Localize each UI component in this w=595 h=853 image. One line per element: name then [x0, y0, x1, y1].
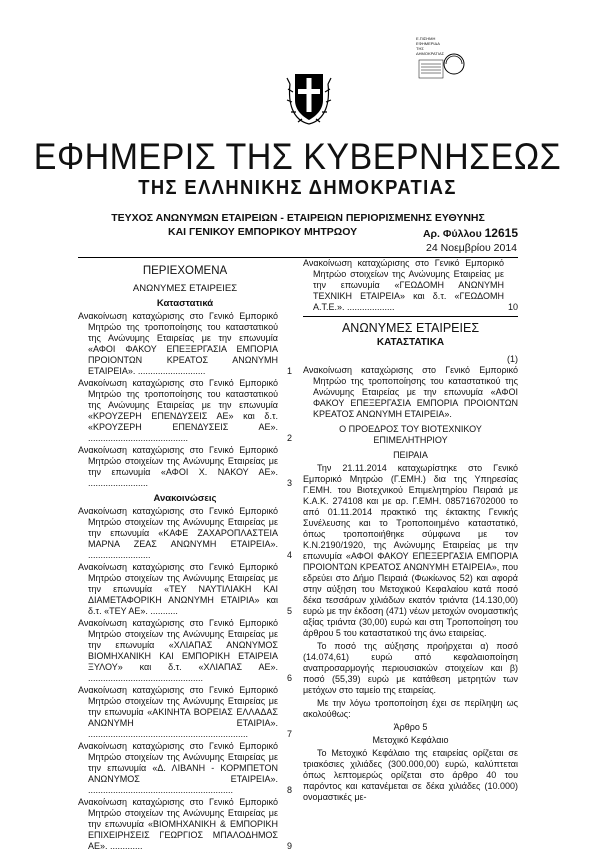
- page-number: 7: [286, 729, 292, 739]
- page-number: 2: [286, 433, 292, 443]
- sheet-number-label: Αρ. Φύλλου: [422, 228, 482, 240]
- item-number: (1): [507, 354, 518, 364]
- page-number: 10: [507, 302, 518, 312]
- page-number: 6: [286, 673, 292, 683]
- sheet-number-value: 12615: [484, 226, 518, 240]
- president-line2: ΠΕΙΡΑΙΑ: [393, 450, 428, 460]
- section-heading: ΑΝΩΝΥΜΕΣ ΕΤΑΙΡΕΙΕΣ: [341, 321, 480, 335]
- page-number: 4: [286, 550, 292, 560]
- body-paragraph: Το Μετοχικό Κεφάλαιο της εταιρείας ορίζεται σε τριακόσιες χιλιάδες (300.000,00) ευρώ, καλύπτεται όπως λεπτομερώς ορίζεται στο άρθρο 40 του παρόντος και κατανέμεται σε δέκα χιλιάδες (10.000) ονομαστικές με-: [303, 748, 518, 802]
- page-number: 3: [286, 478, 292, 488]
- toc-entry[interactable]: Ανακοίνωση καταχώρισης στο Γενικό Εμπορικό Μητρώο στοιχείων της Ανώνυμης Εταιρείας με την επωνυμία «ΑΚΙΝΗΤΑ ΒΟΡΕΙΑΣ ΕΛΛΑΔΑΣ ΑΝΩΝΥΜΗ ΕΤΑΙΡΙΑ». ................................................................ 7: [78, 685, 292, 739]
- contents-sub2: Ανακοινώσεις: [153, 493, 217, 504]
- official-stamp: [416, 36, 468, 88]
- stamp-text: Ε.ΠΙΣΗΜΗ ΕΦΗΜΕΡΙΔΑ ΤΗΣ ΔΗΜΟΚΡΑΤΙΑΣ: [416, 36, 445, 56]
- gazette-title: ΕΦΗΜΕΡΙΣ ΤΗΣ ΚΥΒΕΡΝΗΣΕΩΣ: [33, 136, 562, 177]
- body-column: [303, 258, 518, 805]
- item-title: Ανακοίνωση καταχώρισης στο Γενικό Εμπορικό Μητρώο της τροποποίησης του καταστατικού της Ανώνυμης Εταιρείας με την επωνυμία «ΑΦΟΙ ΦΑΚΟΥ ΕΠΕΞΕΡΓΑΣΙΑ ΕΜΠΟΡΙΑ ΠΡΟΙΟΝΤΩΝ ΚΡΕΑΤΟΣ ΑΝΩΝΥΜΗ ΕΤΑΙΡΕΙΑ».: [303, 365, 518, 419]
- section-subheading: ΚΑΤΑΣΤΑΤΙΚΑ: [376, 337, 445, 348]
- page-number: 1: [286, 366, 292, 376]
- contents-sub1: Καταστατικά: [156, 298, 214, 309]
- contents-section: ΑΝΩΝΥΜΕΣ ΕΤΑΙΡΕΙΕΣ: [132, 283, 238, 294]
- section-divider: [303, 316, 518, 317]
- page-number: 8: [286, 785, 292, 795]
- gazette-subtitle: ΤΗΣ ΕΛΛΗΝΙΚΗΣ ΔΗΜΟΚΡΑΤΙΑΣ: [138, 177, 457, 199]
- body-paragraph: Την 21.11.2014 καταχωρίστηκε στο Γενικό Εμπορικό Μητρώο (Γ.ΕΜΗ.) δια της Υπηρεσίας Γ.ΕΜΗ. του Βιοτεχνικού Επιμελητηρίου Πειραιά με Κ.Α.Κ. 274108 και με αρ. Γ.ΕΜΗ. 085716702000 το από 01.11.2014 πρακτικό της έκτακτης Γενικής Συνέλευσης και το Τροποποιημένο καταστατικό, όπως τροποποιήθηκε σύμφωνα με τον Κ.Ν.2190/1920, της Ανώνυμης Εταιρείας με την επωνυμία «ΑΦΟΙ ΦΑΚΟΥ ΕΠΕΞΕΡΓΑΣΙΑ ΕΜΠΟΡΙΑ ΠΡΟΙΟΝΤΩΝ ΚΡΕΑΤΟΣ ΑΝΩΝΥΜΗ ΕΤΑΙΡΕΙΑ», που εδρεύει στο Δήμο Πειραιά (Φωκίωνος 52) και αφορά στην αύξηση του Μετοχικού Κεφαλαίου κατά ποσό δέκα τεσσάρων χιλιάδων εκατόν τριάντα (14.130,00) ευρώ με την έκδοση (471) νέων μετοχών ονομαστικής αξίας τριάντα (30,00) ευρώ και στη Τροποποίηση του άρθρου 5 του καταστατικού της άνω εταιρείας.: [303, 463, 518, 638]
- contents-heading: ΠΕΡΙΕΧΟΜΕΝΑ: [142, 265, 228, 277]
- toc-entry[interactable]: Ανακοίνωση καταχώρισης στο Γενικό Εμπορικό Μητρώο της τροποποίησης του καταστατικού της Ανώνυμης Εταιρείας με την επωνυμία «ΚΡΟΥΖΕΡΗ ΕΠΕΝΔΥΣΕΙΣ ΑΕ» και δ.τ. «ΚΡΟΥΖΕΡΗ ΕΠΕΝΔΥΣΕΙΣ ΑΕ». ........................................ 2: [78, 378, 292, 443]
- body-paragraph: Το ποσό της αύξησης προήρχεται α) ποσό (14.074,61) ευρώ από κεφαλαιοποίηση αναπροσαρμογής περιουσιακών στοιχείων και β) ποσό (55,39) ευρώ με κατάθεση μετρητών των μετόχων στο ταμείο της εταιρείας.: [303, 641, 518, 695]
- toc-entry[interactable]: Ανακοίνωση καταχώρισης στο Γενικό Εμπορικό Μητρώο στοιχείων της Ανώνυμης Εταιρείας με την επωνυμία «ΑΦΟΙ Χ. ΝΑΚΟΥ ΑΕ». ........................ 3: [78, 445, 292, 488]
- president-line1: Ο ΠΡΟΕΔΡΟΣ ΤΟΥ ΒΙΟΤΕΧΝΙΚΟΥ ΕΠΙΜΕΛΗΤΗΡΙΟΥ: [339, 424, 482, 445]
- sheet-number: [423, 226, 518, 240]
- greek-state-emblem-icon: [284, 62, 334, 132]
- body-paragraph: Με την λόγω τροποποίηση έχει σε περίληψη ως ακολούθως:: [303, 698, 518, 719]
- toc-entry[interactable]: Ανακοίνωση καταχώρισης στο Γενικό Εμπορικό Μητρώο της τροποποίησης του καταστατικού της Ανώνυμης Εταιρείας με την επωνυμία «ΑΦΟΙ ΦΑΚΟΥ ΕΠΕΞΕΡΓΑΣΙΑ ΕΜΠΟΡΙΑ ΠΡΟΙΟΝΤΩΝ ΚΡΕΑΤΟΣ ΑΝΩΝΥΜΗ ΕΤΑΙΡΕΙΑ». ........................... 1: [78, 311, 292, 376]
- toc-entry[interactable]: Ανακοίνωση καταχώρισης στο Γενικό Εμπορικό Μητρώο στοιχείων της Ανώνυμης Εταιρείας με την επωνυμία «ΧΛΙΑΠΑΣ ΑΝΩΝΥΜΟΣ ΒΙΟΜΗΧΑΝΙΚΗ ΚΑΙ ΕΜΠΟΡΙΚΗ ΕΤΑΙΡΕΙΑ ΞΥΛΟΥ» και δ.τ. «ΧΛΙΑΠΑΣ ΑΕ». .............................................. 6: [78, 618, 292, 683]
- issue-type-line2: ΚΑΙ ΓΕΝΙΚΟΥ ΕΜΠΟΡΙΚΟΥ ΜΗΤΡΩΟΥ: [168, 226, 358, 238]
- toc-entry[interactable]: Ανακοίνωση καταχώρισης στο Γενικό Εμπορικό Μητρώο στοιχείων της Ανώνυμης Εταιρείας με την επωνυμία «ΤΕΥ ΝΑΥΤΙΛΙΑΚΗ ΚΑΙ ΔΙΑΜΕΤΑΦΟΡΙΚΗ ΑΝΩΝΥΜΗ ΕΤΑΙΡΙΑ» και δ.τ. «ΤΕΥ ΑΕ». ........... 5: [78, 562, 292, 616]
- toc-entry[interactable]: Ανακοίνωση καταχώρισης στο Γενικό Εμπορικό Μητρώο στοιχείων της Ανώνυμης Εταιρείας με την επωνυμία «ΚΑΦΕ ΖΑΧΑΡΟΠΛΑΣΤΕΙΑ ΜΑΡΝΑ ΖΕΑΣ ΑΝΩΝΥΜΗ ΕΤΑΙΡΕΙΑ». ......................... 4: [78, 506, 292, 560]
- page-number: 5: [286, 606, 292, 616]
- page-number: 9: [286, 841, 292, 851]
- article-title: Μετοχικό Κεφάλαιο: [372, 735, 449, 745]
- issue-date: 24 Νοεμβρίου 2014: [426, 242, 517, 254]
- contents-column: [78, 262, 292, 853]
- toc-entry[interactable]: Ανακοίνωση καταχώρισης στο Γενικό Εμπορικό Μητρώο στοιχείων της Ανώνυμης Εταιρείας με την επωνυμία «ΓΕΩΔΟΜΗ ΑΝΩΝΥΜΗ ΤΕΧΝΙΚΗ ΕΤΑΙΡΕΙΑ» και δ.τ. «ΓΕΩΔΟΜΗ Α.Τ.Ε.». ................... 10: [303, 258, 518, 312]
- issue-type-line1: ΤΕΥΧΟΣ ΑΝΩΝΥΜΩΝ ΕΤΑΙΡΕΙΩΝ - ΕΤΑΙΡΕΙΩΝ ΠΕΡΙΟΡΙΣΜΕΝΗΣ ΕΥΘΥΝΗΣ: [111, 212, 485, 224]
- toc-entry[interactable]: Ανακοίνωση καταχώρισης στο Γενικό Εμπορικό Μητρώο στοιχείων της Ανώνυμης Εταιρείας με την επωνυμία «ΒΙΟΜΗΧΑΝΙΚΗ & ΕΜΠΟΡΙΚΗ ΕΠΙΧΕΙΡΗΣΕΙΣ ΓΕΩΡΓΙΟΣ ΜΠΑΛΟΔΗΜΟΣ ΑΕ». ............. 9: [78, 797, 292, 851]
- article-number: Άρθρο 5: [393, 722, 428, 732]
- toc-entry[interactable]: Ανακοίνωση καταχώρισης στο Γενικό Εμπορικό Μητρώο στοιχείων της Ανώνυμης Εταιρείας με την επωνυμία «Δ. ΛΙΒΑΝΗ - ΚΟΡΜΠΕΤΟΝ ΑΝΩΝΥΜΟΣ ΕΤΑΙΡΕΙΑ». .......................................................... 8: [78, 741, 292, 795]
